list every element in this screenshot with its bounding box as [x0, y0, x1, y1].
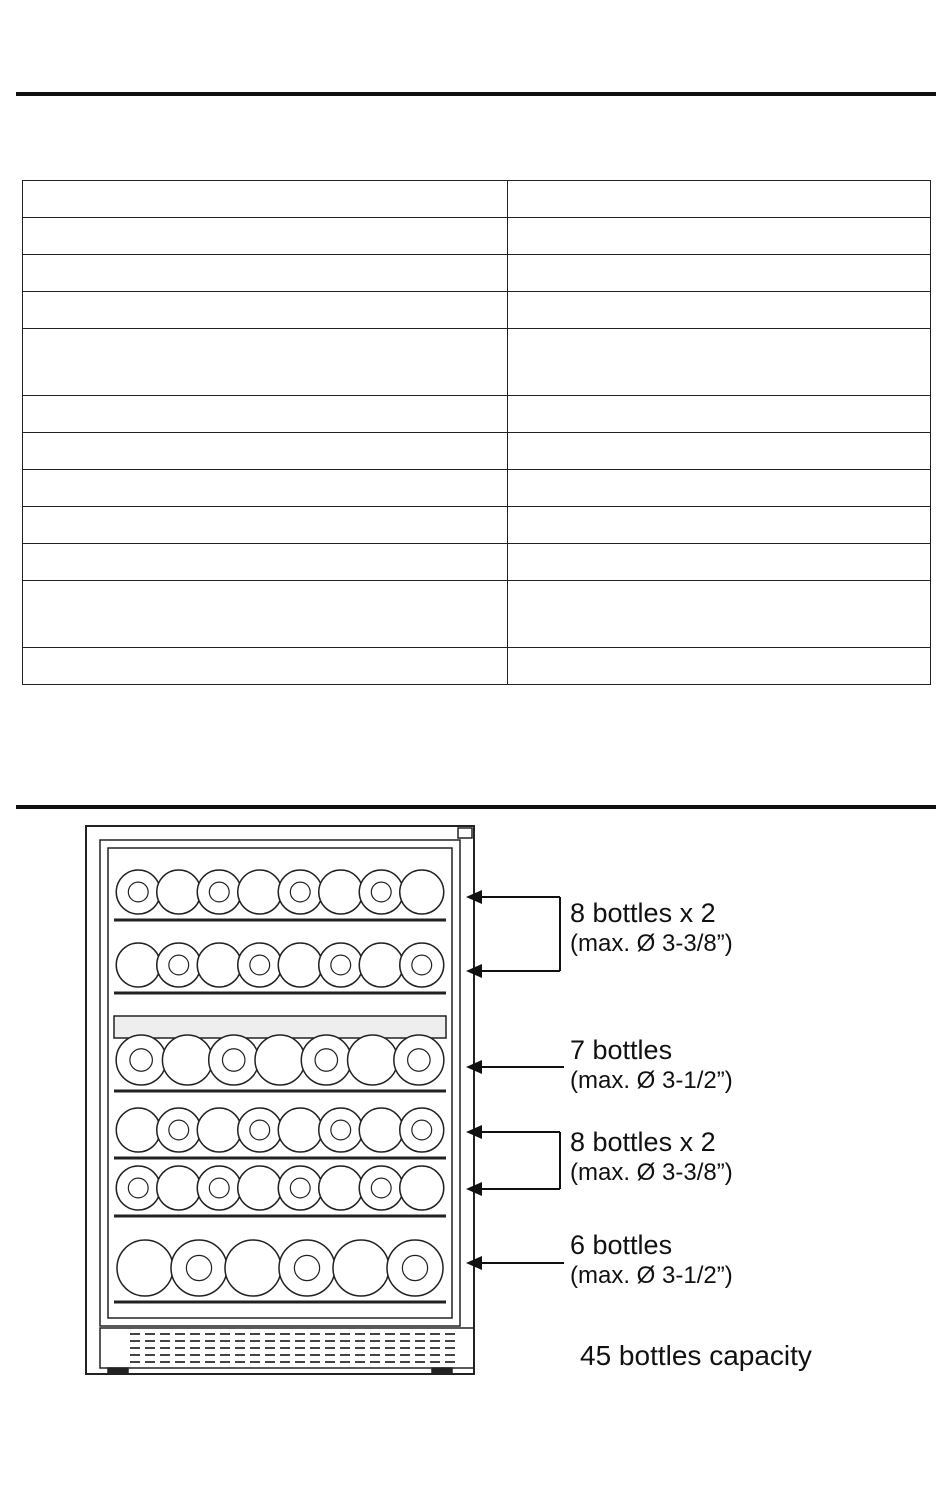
bottle [359, 870, 403, 914]
spec-label-cell [23, 581, 508, 648]
bottle [301, 1035, 351, 1085]
spec-label-cell [23, 544, 508, 581]
spec-value-cell [508, 255, 931, 292]
bottle [278, 943, 322, 987]
bottle [116, 1166, 160, 1210]
bottle [359, 1166, 403, 1210]
spec-value-cell [508, 648, 931, 685]
bottle [333, 1240, 389, 1296]
bottle [400, 943, 444, 987]
spec-row [23, 181, 931, 218]
total-capacity-label: 45 bottles capacity [580, 1340, 812, 1371]
spec-value-cell [508, 507, 931, 544]
spec-label-cell [23, 329, 508, 396]
shelf-row [114, 1108, 446, 1158]
spec-value-cell [508, 218, 931, 255]
bottle [209, 1035, 259, 1085]
callout-title: 8 bottles x 2 [570, 898, 716, 928]
spec-label-cell [23, 396, 508, 433]
bottle [197, 943, 241, 987]
spec-label-cell [23, 255, 508, 292]
bottle [238, 1108, 282, 1152]
bottle [197, 1166, 241, 1210]
callout-size: (max. Ø 3-3/8”) [570, 1159, 733, 1186]
spec-value-cell [508, 292, 931, 329]
callout-size: (max. Ø 3-3/8”) [570, 930, 733, 957]
spec-value-cell [508, 544, 931, 581]
bottle [197, 870, 241, 914]
bottle [157, 1108, 201, 1152]
bottle [348, 1035, 398, 1085]
bottle [157, 943, 201, 987]
specification-table [22, 180, 931, 685]
spec-row [23, 648, 931, 685]
shelf-row [114, 1035, 446, 1091]
bottle [255, 1035, 305, 1085]
callout-shelf-2 [570, 1035, 733, 1095]
spec-row [23, 292, 931, 329]
bottle [400, 1166, 444, 1210]
callout-size: (max. Ø 3-1/2”) [570, 1262, 733, 1289]
callout-title: 7 bottles [570, 1035, 673, 1065]
callout-shelf-1 [570, 898, 733, 958]
spec-row [23, 470, 931, 507]
bottle [116, 1035, 166, 1085]
wine-cooler-shelf-diagram [70, 820, 570, 1385]
bottle [197, 1108, 241, 1152]
bottle [238, 943, 282, 987]
spec-row [23, 255, 931, 292]
spec-row [23, 396, 931, 433]
spec-label-cell [23, 433, 508, 470]
bottle [278, 1166, 322, 1210]
bottle [319, 943, 363, 987]
bottle [279, 1240, 335, 1296]
shelf-row [114, 870, 446, 920]
spec-row [23, 544, 931, 581]
spec-value-cell [508, 470, 931, 507]
spec-row [23, 507, 931, 544]
bottle [400, 1108, 444, 1152]
shelf-row [114, 1166, 446, 1216]
bottle [400, 870, 444, 914]
spec-value-cell [508, 581, 931, 648]
spec-label-cell [23, 218, 508, 255]
spec-row [23, 581, 931, 648]
bottle [359, 1108, 403, 1152]
spec-label-cell [23, 470, 508, 507]
spec-row [23, 329, 931, 396]
spec-label-cell [23, 507, 508, 544]
bottle [157, 870, 201, 914]
bottle [116, 1108, 160, 1152]
section-divider [16, 805, 936, 809]
spec-row [23, 218, 931, 255]
spec-value-cell [508, 329, 931, 396]
callout-title: 8 bottles x 2 [570, 1127, 716, 1157]
callout-title: 6 bottles [570, 1230, 673, 1260]
bottle [278, 870, 322, 914]
spec-label-cell [23, 648, 508, 685]
bottle [117, 1240, 173, 1296]
bottle [116, 870, 160, 914]
bottle [162, 1035, 212, 1085]
spec-label-cell [23, 181, 508, 218]
bottle [171, 1240, 227, 1296]
shelf-row [114, 1240, 446, 1302]
top-divider [16, 92, 936, 96]
callout-shelf-3 [570, 1127, 733, 1187]
bottle [387, 1240, 443, 1296]
bottle [225, 1240, 281, 1296]
bottle [319, 1166, 363, 1210]
bottle [116, 943, 160, 987]
bottle [278, 1108, 322, 1152]
callout-shelf-4 [570, 1230, 733, 1290]
spec-value-cell [508, 181, 931, 218]
bottle [238, 870, 282, 914]
spec-row [23, 433, 931, 470]
shelf-row [114, 943, 446, 993]
spec-value-cell [508, 396, 931, 433]
bottle [319, 870, 363, 914]
callout-size: (max. Ø 3-1/2”) [570, 1067, 733, 1094]
spec-value-cell [508, 433, 931, 470]
bottle [359, 943, 403, 987]
bottle [394, 1035, 444, 1085]
spec-label-cell [23, 292, 508, 329]
bottle [319, 1108, 363, 1152]
bottle [157, 1166, 201, 1210]
bottle [238, 1166, 282, 1210]
